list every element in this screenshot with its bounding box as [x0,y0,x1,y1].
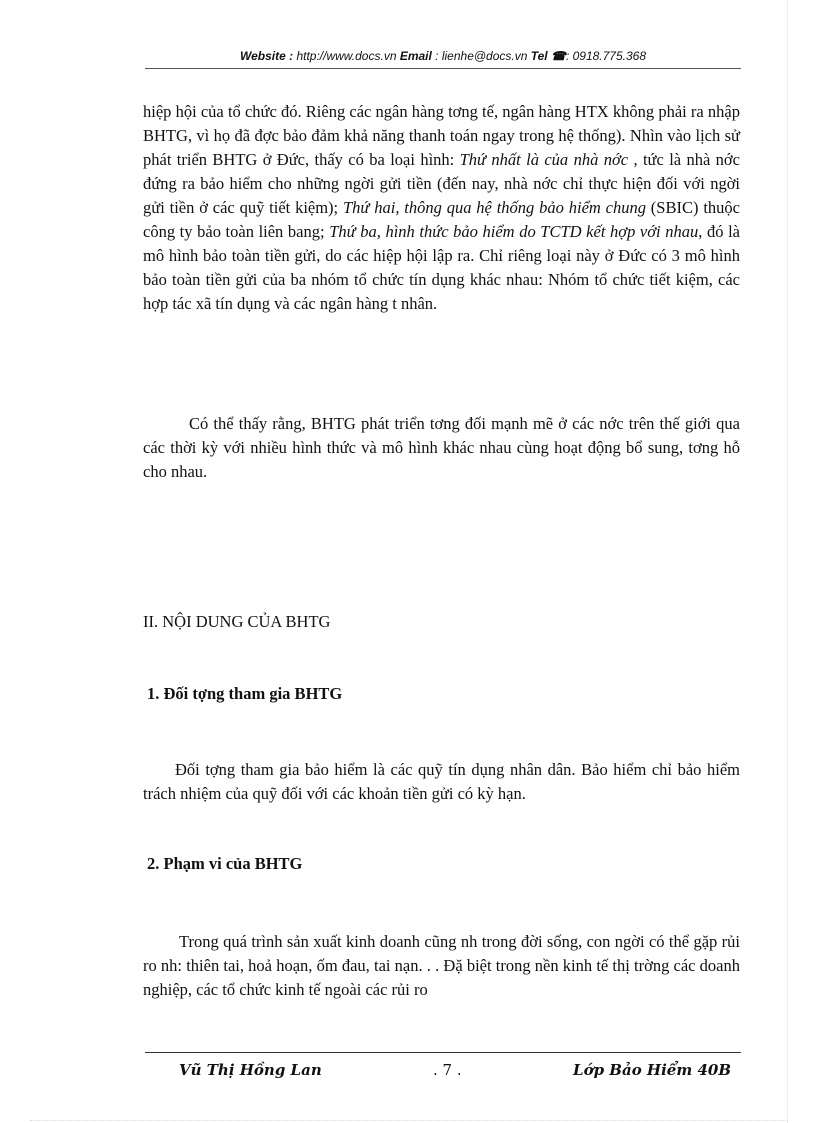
p1-italic-first: Thứ nhất là của nhà nớc [459,150,629,169]
email-label: Email [399,49,432,63]
website-url: http://www.docs.vn [293,49,400,63]
page-header [145,48,741,69]
paragraph-scope: Trong quá trình sản xuất kinh doanh cũng nh trong đời sống, con ngời có thể gặp rủi ro nh: thiên tai, hoả hoạn, ốm đau, tai nạn. . . Đặ biệt trong nền kinh tế thị trờng các doanh nghiệp, các tổ chức kinh tế ngoài các rủi ro [143,932,740,999]
page-edge-divider [30,1120,786,1121]
footer-class: Lớp Bảo Hiểm 40B [573,1061,731,1079]
page-edge-divider-right [787,0,788,1123]
p1-italic-second: Thứ hai, thông qua hệ thống bảo hiểm chung [342,198,646,217]
footer-author: Vũ Thị Hồng Lan [179,1061,322,1079]
subsection-title-participants: 1. Đối tợng tham gia BHTG [147,684,343,703]
section-title: II. NỘI DUNG CỦA BHTG [143,612,331,631]
paragraph-germany-bhtg [143,100,740,316]
tel-number: : 0918.775.368 [565,49,647,63]
p1-text-c: , tức là nhà nớc đứng ra bảo hiểm cho những ngời gửi tiền (đến nay, nhà nớc chỉ thực hiện đối với ngời gửi tiền ở các quỹ tiết kiệm); [143,150,740,217]
email-address: : lienhe@docs.vn [431,49,531,63]
subsection-title-scope: 2. Phạm vi của BHTG [147,854,303,873]
p1-text-g: , đó là mô hình bảo toàn tiền gửi, do các hiệp hội lập ra. Chỉ riêng loại này ở Đức có 3 mô hình bảo toàn tiền gửi của ba nhóm tổ chức tín dụng khác nhau: Nhóm tổ chức tiết kiệm, các hợp tác xã tín dụng và các ngân hàng t nhân. [143,222,740,313]
paragraph-participants: Đối tợng tham gia bảo hiểm là các quỹ tín dụng nhân dân. Bảo hiểm chỉ bảo hiểm trách nhiệm của quỹ đối với các khoản tiền gửi có kỳ hạn. [143,760,740,803]
p1-text-a: hiệp hội của tổ chức đó. Riêng các ngân hàng tơng tế, ngân hàng HTX không phải ra nhập BHTG, vì họ đã đợc bảo đảm khả năng thanh toán ngay trong hệ thống). Nhìn vào lịch sử phát triển BHTG ở Đức, thấy có ba loại hình: [143,102,740,169]
website-label: Website : [239,49,294,63]
p1-text-e: (SBIC) thuộc công ty bảo toàn liên bang; [143,198,740,241]
tel-label: Tel ☎ [530,49,566,63]
page-number: . 7 . [433,1061,462,1079]
paragraph-conclusion: Có thể thấy rằng, BHTG phát triển tơng đối mạnh mẽ ở các nớc trên thế giới qua các thời kỳ với nhiều hình thức và mô hình khác nhau cùng hoạt động bổ sung, tơng hỗ cho nhau. [143,414,740,481]
page-footer [145,1052,741,1087]
p1-italic-third: Thứ ba, hình thức bảo hiểm do TCTD kết hợp với nhau [329,222,699,241]
